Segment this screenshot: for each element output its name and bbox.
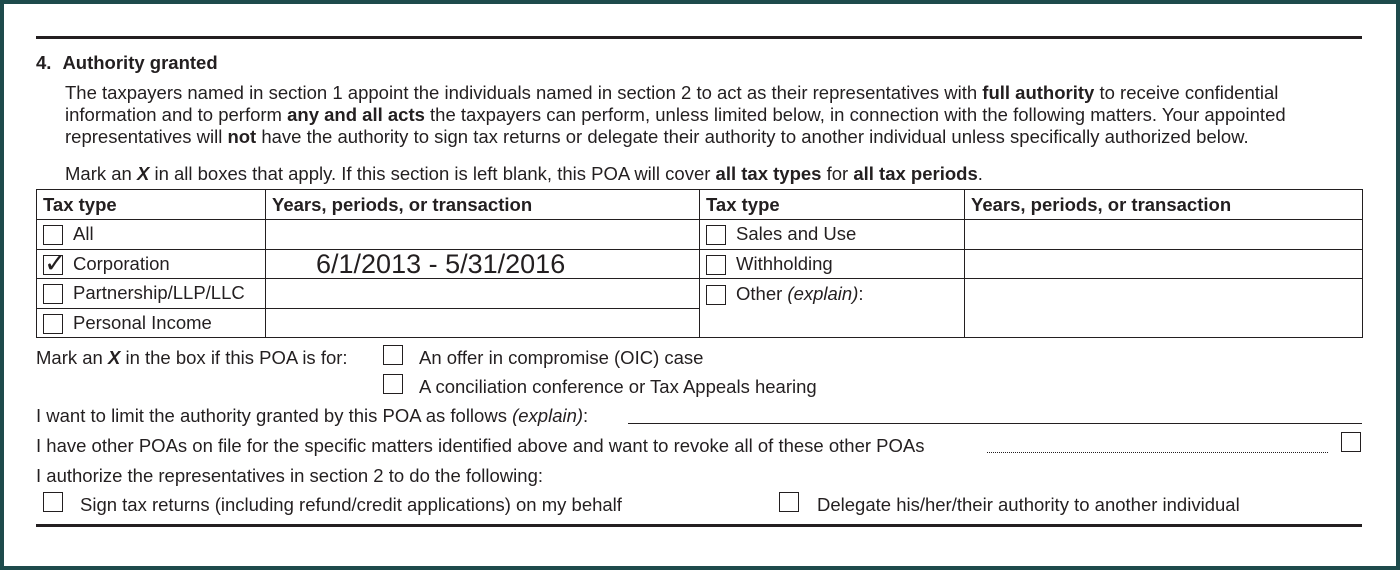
limit-explain-field[interactable]	[628, 423, 1362, 424]
header-years-left: Years, periods, or transaction	[266, 190, 700, 220]
bottom-rule	[36, 524, 1362, 527]
corporation-checkbox[interactable]	[43, 247, 67, 279]
delegate-label: Delegate his/her/their authority to another individual	[817, 494, 1240, 515]
tax-type-all-cell	[37, 220, 266, 250]
limit-label: I want to limit the authority granted by this POA as follows (explain):	[36, 405, 589, 426]
years-other-cell[interactable]	[965, 279, 1363, 338]
poa-for-label: Mark an X in the box if this POA is for:	[36, 347, 348, 368]
tax-type-withholding-cell	[700, 249, 965, 279]
revoke-leader-dots	[987, 452, 1328, 453]
authorize-label: I authorize the representatives in section 2 to do the following:	[36, 465, 543, 486]
revoke-label: I have other POAs on file for the specific matters identified above and want to revoke all of these other POAs	[36, 435, 925, 456]
section-heading	[36, 52, 218, 74]
paragraph-line-2: information and to perform any and all acts the taxpayers can perform, unless limited below, in connection with the following matters. Your appointed	[65, 104, 1286, 125]
tax-type-partnership-cell	[37, 279, 266, 309]
instructions-line: Mark an X in all boxes that apply. If this section is left blank, this POA will cover all tax types for all tax periods.	[65, 163, 983, 184]
tax-type-label: Sales and Use	[736, 223, 857, 245]
years-withholding-cell[interactable]	[965, 249, 1363, 279]
conciliation-checkbox[interactable]	[383, 374, 403, 394]
table-row	[37, 249, 1363, 279]
sign-returns-checkbox[interactable]	[43, 492, 63, 512]
withholding-checkbox[interactable]	[706, 255, 726, 275]
paragraph-line-3: representatives will not have the authority to sign tax returns or delegate their authority to another individual unless specifically authorized below.	[65, 126, 1249, 147]
years-personal-cell[interactable]	[266, 308, 700, 338]
full-authority-emphasis: full authority	[982, 82, 1095, 103]
other-checkbox[interactable]	[706, 285, 726, 305]
years-all-cell[interactable]	[266, 220, 700, 250]
tax-type-label: Corporation	[73, 252, 170, 274]
tax-type-corporation-cell	[37, 249, 266, 279]
revoke-checkbox[interactable]	[1341, 432, 1361, 452]
years-sales-cell[interactable]	[965, 220, 1363, 250]
personal-income-checkbox[interactable]	[43, 314, 63, 334]
any-and-all-acts-emphasis: any and all acts	[287, 104, 425, 125]
sales-and-use-checkbox[interactable]	[706, 225, 726, 245]
tax-type-label: Partnership/LLP/LLC	[73, 282, 245, 304]
tax-type-label: Withholding	[736, 252, 833, 274]
tax-type-label: All	[73, 223, 94, 245]
corporation-years-value: 6/1/2013 - 5/31/2016	[316, 248, 566, 279]
sign-returns-label: Sign tax returns (including refund/credit applications) on my behalf	[80, 494, 622, 515]
oic-label: An offer in compromise (OIC) case	[419, 347, 704, 368]
oic-checkbox[interactable]	[383, 345, 403, 365]
section-number: 4.	[36, 52, 52, 73]
x-mark-emphasis: X	[136, 163, 150, 184]
tax-type-label: Other (explain):	[736, 283, 864, 304]
x-mark-emphasis: X	[107, 347, 121, 368]
tax-type-label: Personal Income	[73, 311, 212, 333]
table-row	[37, 279, 1363, 309]
partnership-checkbox[interactable]	[43, 284, 63, 304]
all-checkbox[interactable]	[43, 225, 63, 245]
tax-type-table	[36, 189, 1363, 338]
years-partnership-cell[interactable]	[266, 279, 700, 309]
tax-type-other-cell	[700, 279, 965, 338]
tax-type-sales-cell	[700, 220, 965, 250]
table-header-row	[37, 190, 1363, 220]
conciliation-label: A conciliation conference or Tax Appeals hearing	[419, 376, 817, 397]
section-title: Authority granted	[62, 52, 218, 73]
table-row	[37, 220, 1363, 250]
top-rule	[36, 36, 1362, 39]
paragraph-line-1: The taxpayers named in section 1 appoint the individuals named in section 2 to act as their representatives with full authority to receive confidential	[65, 82, 1279, 103]
years-corporation-cell[interactable]	[266, 249, 700, 279]
tax-type-personal-cell	[37, 308, 266, 338]
checkmark-icon: ✓	[44, 247, 67, 279]
header-tax-type-right: Tax type	[700, 190, 965, 220]
not-emphasis: not	[227, 126, 257, 147]
header-tax-type-left: Tax type	[37, 190, 266, 220]
delegate-checkbox[interactable]	[779, 492, 799, 512]
header-years-right: Years, periods, or transaction	[965, 190, 1363, 220]
